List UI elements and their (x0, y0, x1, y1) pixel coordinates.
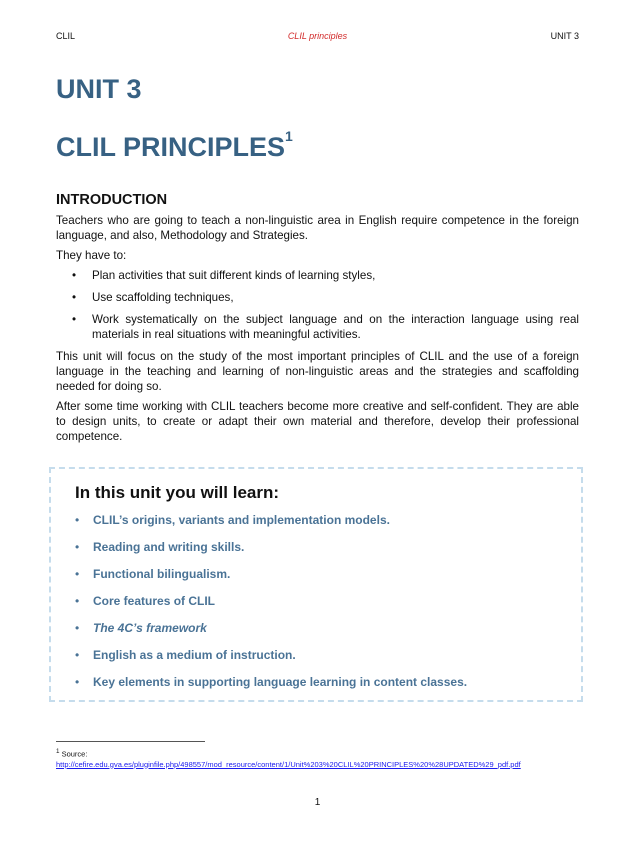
list-item: • The 4C’s framework (75, 621, 207, 635)
header-right: UNIT 3 (550, 31, 579, 41)
paragraph: They have to: (56, 249, 127, 262)
list-item: • Core features of CLIL (75, 594, 216, 608)
page-number: 1 (314, 797, 321, 808)
footnote (56, 747, 521, 770)
footnote-label: Source: (61, 749, 88, 759)
list-item: • Plan activities that suit different kinds of learning styles, (92, 268, 579, 283)
list-item: • CLIL’s origins, variants and implementation models. (75, 513, 390, 527)
learn-box-heading: In this unit you will learn: (75, 483, 280, 502)
header-left: CLIL (56, 31, 76, 41)
list-item: • English as a medium of instruction. (75, 648, 296, 662)
intro-heading: INTRODUCTION (56, 192, 168, 208)
unit-title: UNIT 3 (56, 74, 142, 104)
paragraph: After some time working with CLIL teachers become more creative and self-confident. They are able to design units, to create or adapt their own material and therefore, develop their professional competence. (56, 400, 579, 443)
intro-body (56, 213, 579, 449)
footnote-number: 1 (56, 748, 60, 755)
footnote-ref: 1 (285, 128, 293, 144)
learn-box (49, 467, 583, 702)
paragraph: This unit will focus on the study of the most important principles of CLIL and the use of a foreign language in the teaching and learning of non-linguistic areas and the strategies and scaffolding needed for doing so. (56, 350, 579, 393)
bullet-list (56, 268, 579, 342)
list-item: • Key elements in supporting language learning in content classes. (75, 675, 468, 689)
learn-list (51, 513, 467, 702)
page-title (56, 128, 293, 163)
footnote-link[interactable]: http://cefire.edu.gva.es/pluginfile.php/498557/mod_resource/content/1/Unit%203%20CLIL%20PRINCIPLES%20%28UPDATED%29_pdf.pdf (56, 759, 521, 769)
list-item: • Reading and writing skills. (75, 540, 245, 554)
list-item: • Use scaffolding techniques, (92, 290, 579, 305)
page-title-text: CLIL PRINCIPLES (56, 132, 286, 162)
paragraph: Teachers who are going to teach a non-linguistic area in English require competence in the foreign language, and also, Methodology and Strategies. (56, 214, 579, 242)
list-item: • Work systematically on the subject language and on the interaction language using real materials in real situations with meaningful activities. (92, 312, 579, 342)
list-item: • Functional bilingualism. (75, 567, 231, 581)
header-center: CLIL principles (287, 31, 348, 41)
footnote-divider (56, 741, 205, 742)
